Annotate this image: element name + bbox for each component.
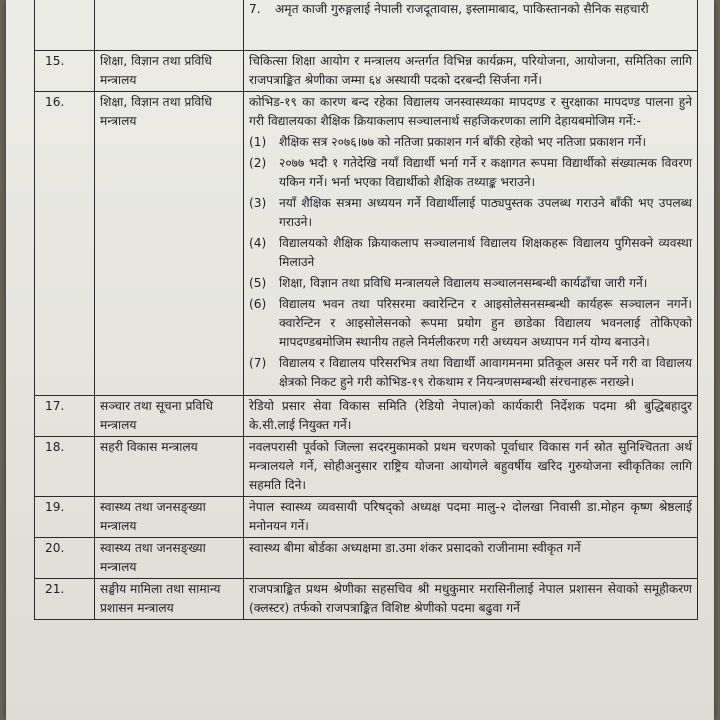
sub-item-text: शिक्षा, विज्ञान तथा प्रविधि मन्त्रालयले विद्यालय सञ्चालनसम्बन्धी कार्यढाँचा जारी गर्ने। — [279, 276, 648, 290]
sub-item-list — [249, 133, 692, 392]
sub-item-number: (1) — [249, 135, 267, 149]
ministry-name: सङ्घीय मामिला तथा सामान्य प्रशासन मन्त्रालय — [95, 579, 244, 620]
list-item — [249, 274, 692, 293]
document-page — [6, 0, 714, 720]
decision-text: रेडियो प्रसार सेवा विकास समिति (रेडियो नेपाल)को कार्यकारी निर्देशक पदमा श्री बुद्धिबहादुर के.सी.लाई नियुक्त गर्ने। — [244, 396, 698, 437]
ministry-name: स्वास्थ्य तथा जनसङ्ख्या मन्त्रालय — [95, 497, 244, 538]
decision-text: नवलपरासी पूर्वको जिल्ला सदरमुकामको प्रथम चरणको पूर्वाधार विकास गर्न स्रोत सुनिश्चितता अर्थ मन्त्रालयले गर्ने, सोहीअनुसार राष्ट्रिय योजना आयोगले बहुवर्षीय खरिद गुरुयोजना स्वीकृतिका लागि सहमति दिने। — [244, 437, 698, 497]
serial-cell — [35, 0, 95, 51]
sub-item-text: शैक्षिक सत्र २०७६।७७ को नतिजा प्रकाशन गर्न बाँकी रहेको भए नतिजा प्रकाशन गर्ने। — [279, 135, 647, 149]
table-row — [35, 579, 698, 620]
item-number: 7. — [249, 2, 261, 16]
ministry-name: सञ्चार तथा सूचना प्रविधि मन्त्रालय — [95, 396, 244, 437]
sub-item-text: विद्यालय भवन तथा परिसरमा क्वारेन्टिन र आइसोलेसनसम्बन्धी कार्यहरू सञ्चालन नगर्ने। क्वारेन्टिन र आइसोलेसनको रूपमा प्रयोग हुन छाडेका विद्यालय भवनलाई तोकिएको मापदण्डबमोजिम स्थानीय तहले निर्मलीकरण गरी अध्ययन अध्यापन गर्न योग्य बनाउने। — [279, 297, 692, 349]
serial-number: 18. — [35, 437, 95, 497]
table-row — [35, 396, 698, 437]
sub-item-number: (3) — [249, 196, 267, 210]
table-row — [35, 51, 698, 92]
serial-number: 15. — [35, 51, 95, 92]
sub-item-number: (7) — [249, 356, 267, 370]
list-item — [249, 295, 692, 352]
ministry-cell — [95, 0, 244, 51]
sub-item-number: (2) — [249, 156, 267, 170]
list-item — [249, 354, 692, 392]
decision-text: नेपाल स्वास्थ्य व्यवसायी परिषद्को अध्यक्ष पदमा मालु-२ दोलखा निवासी डा.मोहन कृष्ण श्रेष्ठलाई मनोनयन गर्ने। — [244, 497, 698, 538]
decision-text: अमृत काजी गुरुङ्गलाई नेपाली राजदूतावास, इस्लामाबाद, पाकिस्तानको सैनिक सहचारी — [275, 2, 649, 16]
sub-item-text: विद्यालयको शैक्षिक क्रियाकलाप सञ्चालनार्थ विद्यालय शिक्षकहरू विद्यालय पुगिसक्ने व्यवस्था मिलाउने — [279, 236, 692, 269]
table-row — [35, 437, 698, 497]
sub-item-number: (6) — [249, 297, 267, 311]
decision-cell — [244, 0, 698, 51]
table-row — [35, 497, 698, 538]
serial-number: 20. — [35, 538, 95, 579]
decision-text: स्वास्थ्य बीमा बोर्डका अध्यक्षमा डा.उमा शंकर प्रसादको राजीनामा स्वीकृत गर्ने — [244, 538, 698, 579]
decision-cell — [244, 92, 698, 396]
serial-number: 21. — [35, 579, 95, 620]
list-item — [249, 194, 692, 232]
ministry-name: शिक्षा, विज्ञान तथा प्रविधि मन्त्रालय — [95, 51, 244, 92]
sub-item-text: विद्यालय र विद्यालय परिसरभित्र तथा विद्यार्थी आवागमनमा प्रतिकूल असर पर्ने गरी वा विद्यालय क्षेत्रको निकट हुने गरी कोभिड-१९ रोकथाम र नियन्त्रणसम्बन्धी संरचनाहरू नराख्ने। — [279, 356, 692, 389]
table-row — [35, 538, 698, 579]
ministry-name: शिक्षा, विज्ञान तथा प्रविधि मन्त्रालय — [95, 92, 244, 396]
ministry-name: स्वास्थ्य तथा जनसङ्ख्या मन्त्रालय — [95, 538, 244, 579]
sub-item-number: (5) — [249, 276, 267, 290]
decision-text: चिकित्सा शिक्षा आयोग र मन्त्रालय अन्तर्गत विभिन्न कार्यक्रम, परियोजना, आयोजना, समितिका लागि राजपत्राङ्कित श्रेणीका जम्मा ६४ अस्थायी पदको दरबन्दी सिर्जना गर्ने। — [244, 51, 698, 92]
sub-item-text: नयाँ शैक्षिक सत्रमा अध्ययन गर्ने विद्यार्थीलाई पाठ्यपुस्तक उपलब्ध गराउने बाँकी भए उपलब्ध गराउने। — [279, 196, 692, 229]
sub-item-text: २०७७ भदौ १ गतेदेखि नयाँ विद्यार्थी भर्ना गर्ने र कक्षागत रूपमा विद्यार्थीको संख्यात्मक विवरण यकिन गर्ने। भर्ना भएका विद्यार्थीको शैक्षिक तथ्याङ्क भराउने। — [279, 156, 692, 189]
serial-number: 17. — [35, 396, 95, 437]
ministry-name: सहरी विकास मन्त्रालय — [95, 437, 244, 497]
list-item — [249, 154, 692, 192]
decision-intro: कोभिड-१९ का कारण बन्द रहेका विद्यालय जनस्वास्थ्यका मापदण्ड र सुरक्षाका मापदण्ड पालना हुने गरी विद्यालयका शैक्षिक क्रियाकलाप सञ्चालनार्थ सहजिकरणका लागि देहायबमोजिम गर्ने:- — [249, 95, 692, 128]
table-row — [35, 0, 698, 51]
serial-number: 16. — [35, 92, 95, 396]
decision-text: राजपत्राङ्कित प्रथम श्रेणीका सहसचिव श्री मधुकुमार मरासिनीलाई नेपाल प्रशासन सेवाको समूहीकरण (क्लस्टर) तर्फको राजपत्राङ्कित विशिष्ट श्रेणीको पदमा बढुवा गर्ने — [244, 579, 698, 620]
decision-table — [34, 0, 698, 620]
list-item — [249, 234, 692, 272]
serial-number: 19. — [35, 497, 95, 538]
list-item — [249, 133, 692, 152]
sub-item-number: (4) — [249, 236, 267, 250]
table-row — [35, 92, 698, 396]
